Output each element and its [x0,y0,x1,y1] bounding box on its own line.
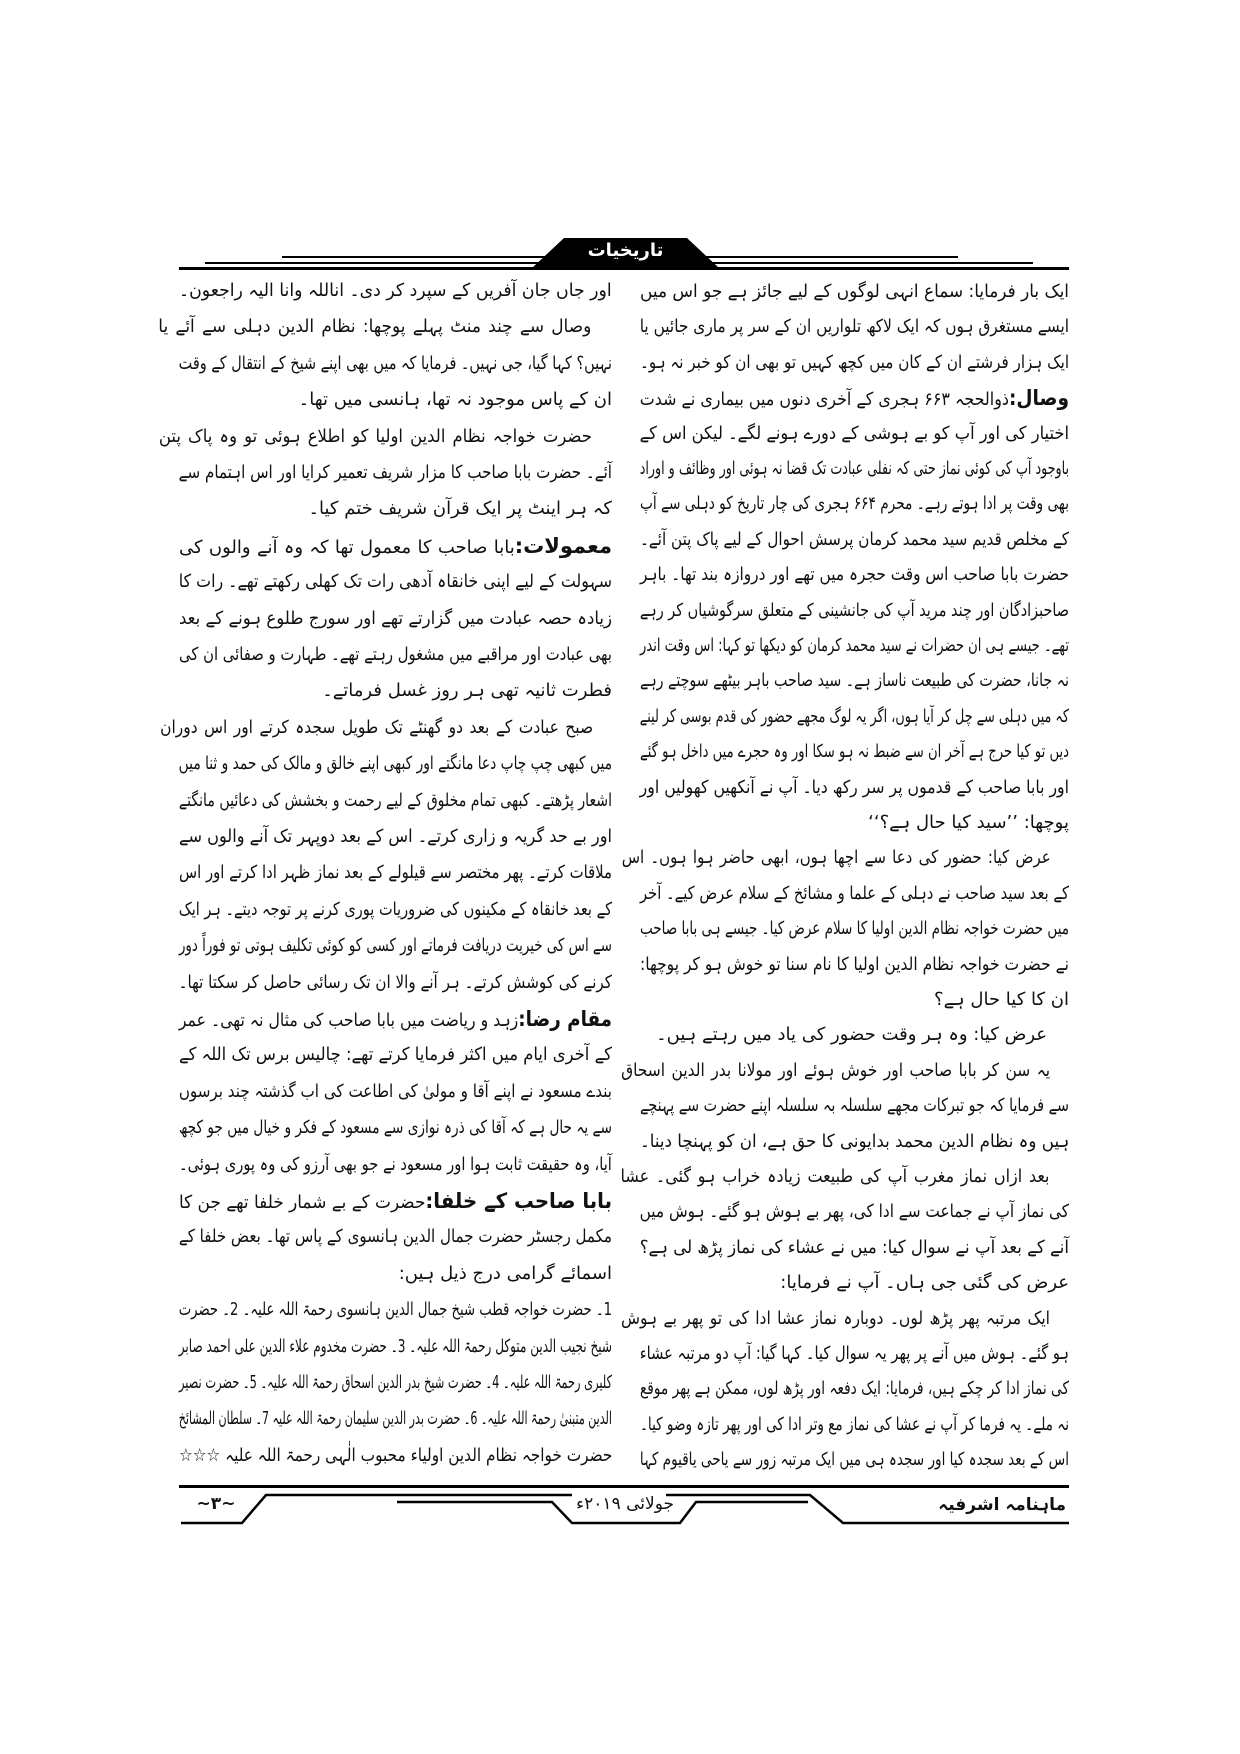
text-line-content [640,381,1069,417]
line-text: اور جاں جان آفریں کے سپرد کر دی۔ اناللہ وانا الیہ راجعون۔ [179,280,612,301]
text-line [640,700,1069,734]
line-text: اور بابا صاحب کے قدموں پر سر رکھ دیا۔ آپ نے آنکھیں کھولیں اور [639,776,1069,798]
text-line [640,594,1069,628]
line-text: صبح عبادت کے بعد دو گھنٹے تک طویل سجدہ کرتے اور اس دوران [160,716,594,738]
text-line [640,275,1069,309]
line-text: صاحبزادگان اور چند مرید آپ کی جانشینی کے متعلق سرگوشیاں کر رہے [639,599,1069,621]
text-line [640,948,1069,982]
line-text: سہولت کے لیے اپنی خانقاہ آدھی رات تک کھلی رکھتے تھے۔ رات کا [178,571,612,593]
text-line [640,877,1069,911]
text-line [179,1366,612,1400]
text-line [640,1443,1069,1477]
line-text: عرض کی گئی جی ہاں۔ آپ نے فرمایا: [780,1272,1069,1294]
text-line-content [179,747,612,781]
text-line-content [179,347,612,381]
text-line [640,771,1069,805]
magazine-name: ماہنامہ اشرفیہ [938,1495,1066,1515]
text-line-content [160,711,612,745]
text-line [621,1302,1069,1336]
text-line-content [640,1089,1069,1123]
text-line [640,1372,1069,1406]
line-text: ذوالحجہ ۶۶۳ ہجری کے آخری دنوں میں بیماری نے شدت [639,389,1009,411]
line-text: 1۔ حضرت خواجہ قطب شیخ جمال الدین ہانسوی رحمۃ اللہ علیہ۔ 2۔ حضرت [178,1299,612,1321]
text-line [179,347,612,381]
text-line-content [640,912,1069,946]
line-text: حضرت بابا صاحب اس وقت حجرہ میں تھے اور دروازہ بند تھا۔ باہر [640,564,1069,586]
text-line-content [179,856,612,890]
text-line-content [158,310,612,344]
line-text: اور بے حد گریہ و زاری کرتے۔ اس کے بعد دوپہر تک آنے والوں سے [179,826,612,847]
text-line [160,711,612,745]
text-line-content [179,1184,612,1220]
section-heading: وصال: [1008,386,1069,411]
line-text: سے فرمایا کہ جو تبرکات مجھے سلسلہ بہ سلسلہ اپنے حضرت سے پہنچے [640,1095,1069,1117]
section-heading: مقام رضا: [518,1007,612,1031]
text-line [620,1160,1069,1194]
text-line [640,417,1069,451]
line-text: کی نماز ادا کر چکے ہیں، فرمایا: ایک دفعہ اور پڑھ لوں، ممکن ہے پھر موقع [640,1378,1069,1400]
line-text: زہد و ریاضت میں بابا صاحب کی مثال نہ تھی۔ عمر [178,1010,519,1031]
text-line-content [322,674,612,708]
text-line [179,1402,612,1436]
text-line-content [179,820,612,854]
text-line [640,629,1069,663]
text-line [179,1075,612,1109]
text-line [179,602,612,636]
text-line-content [622,841,1069,875]
text-line-content [299,383,612,417]
text-line [158,420,612,454]
text-line-content [934,983,1069,1017]
text-line-content [868,806,1069,840]
text-line [179,1220,612,1254]
line-text: ایک ہزار فرشتے ان کے کان میں کچھ کہیں تو بھی ان کو خبر نہ ہو۔ [639,351,1069,373]
page-number: ~۳~ [196,1494,236,1514]
line-text: کلیری رحمۃ اللہ علیہ۔ 4۔ حضرت شیخ بدر الدین اسحاق رحمۃ اللہ علیہ۔ 5۔ حضرت نصیر [178,1372,612,1393]
text-line-content [640,948,1069,982]
text-line-content [640,452,1069,486]
line-text: وصال سے چند منٹ پہلے پوچھا: نظام الدین دہلی سے آئے یا [158,316,592,338]
text-line [179,1111,612,1145]
text-line [640,310,1069,344]
line-text: ایک بار فرمایا: سماع انہی لوگوں کے لیے جائز ہے جو اس میں [640,281,1069,302]
text-line [179,383,612,417]
text-line [640,346,1069,380]
text-line-content [179,1366,612,1400]
line-text: ایسے مستغرق ہوں کہ ایک لاکھ تلواریں ان کے سر پر ماری جائیں یا [639,316,1069,338]
line-text: کہ میں دہلی سے چل کر آیا ہوں، اگر یہ لوگ مجھے حضور کی قدم بوسی کر لینے [639,705,1069,727]
issue-date: جولائی ۲۰۱۹ء [576,1494,674,1514]
text-line [179,820,612,854]
line-text: عرض کیا: وہ ہر وقت حضور کی یاد میں رہتے ہیں۔ [656,1024,1047,1046]
text-line [640,912,1069,946]
text-line-content [780,1266,1069,1300]
text-line [640,1089,1069,1123]
text-line-content [179,1038,612,1072]
text-line-content [179,1075,612,1109]
line-text: اختیار کی اور آپ کو بے ہوشی کے دورے ہونے لگے۔ لیکن اس کے [639,422,1069,444]
line-text: ان کا کیا حال ہے؟ [934,989,1069,1010]
line-text: میں کبھی چپ چاپ دعا مانگتے اور کبھی اپنے خالق و مالک کی حمد و ثنا میں [178,753,613,775]
line-text: نہ جانا، حضرت کی طبیعت ناساز ہے۔ سید صاحب باہر بیٹھے سوچتے رہے [640,670,1069,692]
line-text: آنے کے بعد آپ نے سوال کیا: میں نے عشاء کی نماز پڑھ لی ہے؟ [639,1236,1069,1258]
text-line-content [621,1054,1069,1088]
text-line [179,492,612,526]
line-text: پوچھا: ’’سید کیا حال ہے؟‘‘ [868,812,1069,833]
text-line [640,983,1069,1017]
line-text: کے بعد خانقاہ کے مکینوں کی ضروریات پوری کرنے پر توجہ دیتے۔ ہر ایک [178,898,612,920]
text-line-content [640,771,1069,805]
text-line-content [640,417,1069,451]
text-line-content [179,1111,612,1145]
section-title: تاریخیات [587,240,664,261]
text-line-content [179,456,612,490]
line-text: سے اس کی خیریت دریافت فرماتے اور کسی کو کوئی تکلیف ہوتی تو فوراً دور [178,935,613,957]
text-line-content [179,966,612,1000]
line-text: نے حضرت خواجہ نظام الدین اولیا کا نام سنا تو خوش ہو کر پوچھا: [640,953,1069,975]
line-text: ایک مرتبہ پھر پڑھ لوں۔ دوبارہ نماز عشا ادا کی تو پھر بے ہوش [621,1307,1051,1329]
text-line [640,381,1069,415]
text-line [179,1439,612,1473]
line-text: یہ سن کر بابا صاحب اور خوش ہوئے اور مولانا بدر الدین اسحاق [621,1059,1051,1081]
text-line-content [179,784,612,818]
line-text: بھی عبادت اور مراقبے میں مشغول رہتے تھے۔ طہارت و صفائی ان کی [179,644,612,665]
line-text: آئے۔ حضرت بابا صاحب کا مزار شریف تعمیر کرایا اور اس اہتمام سے [178,462,613,483]
text-line [640,1195,1069,1229]
text-line [179,638,612,672]
line-text: بعد ازاں نماز مغرب آپ کی طبیعت زیادہ خراب ہو گئی۔ عشا [620,1166,1050,1187]
text-line-content [656,1018,1069,1052]
text-line [640,487,1069,521]
text-line [179,274,612,308]
text-line [179,529,612,563]
text-line [640,558,1069,592]
text-line-content [399,1257,612,1291]
text-line-content [640,735,1069,769]
text-line [179,1330,612,1364]
text-line-content [640,1337,1069,1371]
text-line [179,456,612,490]
line-text: دیں تو کیا حرج ہے آخر ان سے ضبط نہ ہو سکا اور وہ حجرے میں داخل ہو گئے [640,741,1069,763]
text-line [179,1002,612,1036]
text-line-content [640,310,1069,344]
line-text: عرض کیا: حضور کی دعا سے اچھا ہوں، ابھی حاضر ہوا ہوں۔ اس [621,847,1051,869]
line-text: ملاقات کرتے۔ پھر مختصر سے قیلولے کے بعد نماز ظہر ادا کرتے اور اس [179,862,612,884]
line-text: فطرت ثانیہ تھی ہر روز غسل فرماتے۔ [322,680,612,702]
text-line-content [179,274,612,308]
line-text: ہو گئے۔ ہوش میں آنے پر پھر یہ سوال کیا۔ کہا گیا: آپ دو مرتبہ عشاء [639,1343,1069,1364]
text-line [640,452,1069,486]
text-line-content [640,487,1069,521]
text-line-content [179,638,612,672]
line-text: اس کے بعد سجدہ کیا اور سجدہ ہی میں ایک مرتبہ زور سے یاحی یاقیوم کہا [639,1449,1069,1471]
line-text: کی نماز آپ نے جماعت سے ادا کی، پھر بے ہوش ہو گئے۔ ہوش میں [639,1201,1069,1223]
text-line [179,747,612,781]
line-text: حضرت خواجہ نظام الدین اولیا کو اطلاع ہوئی تو وہ پاک پتن [158,425,592,447]
text-line-content [179,929,612,963]
text-line-content [640,629,1069,663]
text-line [640,1125,1069,1159]
text-line [179,784,612,818]
line-text: کے آخری ایام میں اکثر فرمایا کرتے تھے: چالیس برس تک اللہ کے [178,1044,613,1066]
text-line-content [179,1220,612,1254]
line-text: کے بعد سید صاحب نے دہلی کے علما و مشائخ کے سلام عرض کیے۔ آخر [640,882,1069,904]
text-line-content [179,1002,612,1038]
line-text: بندے مسعود نے اپنے آقا و مولیٰ کی اطاعت کی اب گذشتہ چند برسوں [178,1080,612,1102]
text-line-content [179,1439,612,1473]
text-line [179,856,612,890]
line-text: بھی وقت پر ادا ہوتے رہے۔ محرم ۶۶۴ ہجری کی چار تاریخ کو دہلی سے آپ [639,493,1069,515]
line-text: بابا صاحب کا معمول تھا کہ وہ آنے والوں کی [179,536,515,558]
text-line-content [621,1160,1070,1194]
line-text: نہیں؟ کہا گیا، جی نہیں۔ فرمایا کہ میں بھی اپنے شیخ کے انتقال کے وقت [178,352,612,374]
text-line-content [640,664,1069,698]
line-text: الدین متبنیٰ رحمۃ اللہ علیہ۔ 6۔ حضرت بدر الدین سلیمان رحمۃ اللہ علیہ 7۔ سلطان المشائخ [178,1408,612,1430]
text-line-content [640,558,1069,592]
text-line-content [640,1125,1069,1159]
text-line [179,966,612,1000]
text-line [179,1184,612,1218]
text-line [179,565,612,599]
line-text: حضرت کے بے شمار خلفا تھے جن کا [178,1192,426,1213]
text-line-content [640,523,1069,557]
line-text: حضرت خواجہ نظام الدین اولیاء محبوب الٰہی رحمۃ اللہ علیہ ☆☆☆ [178,1444,612,1466]
text-line-content [179,602,612,636]
text-line [640,806,1069,840]
text-line [640,664,1069,698]
text-line-content [159,420,612,454]
text-line-content [640,594,1069,628]
section-heading: بابا صاحب کے خلفا: [425,1189,612,1213]
line-text: باوجود آپ کی کوئی نماز حتی کہ نفلی عبادت تک قضا نہ ہوئی اور وظائف و اوراد [639,458,1069,479]
section-heading: معمولات: [514,533,612,558]
text-line-content [640,877,1069,911]
text-line-content [179,529,612,565]
text-line-content [179,1330,612,1364]
text-line [640,735,1069,769]
text-line-content [640,1372,1069,1406]
text-line [640,1231,1069,1265]
text-line-content [640,1231,1069,1265]
line-text: سے یہ حال ہے کہ آقا کی ذرہ نوازی سے مسعود کے فکر و خیال میں جو کچھ [179,1117,612,1139]
text-line [158,310,612,344]
text-line [640,1408,1069,1442]
line-text: ہیں وہ نظام الدین محمد بدایونی کا حق ہے، ان کو پہنچا دینا۔ [639,1130,1069,1152]
text-line [640,523,1069,557]
line-text: میں حضرت خواجہ نظام الدین اولیا کا سلام عرض کیا۔ جیسے ہی بابا صاحب [640,918,1069,940]
line-text: کرنے کی کوشش کرتے۔ ہر آنے والا ان تک رسائی حاصل کر سکتا تھا۔ [178,971,613,993]
text-line [621,1054,1069,1088]
line-text: کے مخلص قدیم سید محمد کرمان پرسش احوال کے لیے پاک پتن آئے۔ [640,528,1069,550]
text-line-content [179,1148,612,1182]
text-line-content [640,275,1069,309]
text-line [640,1018,1069,1052]
line-text: شیخ نجیب الدین متوکل رحمۃ اللہ علیہ۔ 3۔ حضرت مخدوم علاء الدین علی احمد صابر [178,1335,612,1357]
text-line-content [640,700,1069,734]
line-text: زیادہ حصہ عبادت میں گزارتے تھے اور سورج طلوع ہونے کے بعد [178,607,613,629]
text-line-content [308,492,612,526]
text-line [640,1266,1069,1300]
text-line [640,1337,1069,1371]
text-line [179,1257,612,1291]
text-line-content [640,1443,1069,1477]
text-line-content [640,1408,1069,1442]
text-line [621,841,1069,875]
text-line [179,929,612,963]
text-line-content [179,893,612,927]
line-text: آیا، وہ حقیقت ثابت ہوا اور مسعود نے جو بھی آرزو کی وہ پوری ہوئی۔ [179,1153,612,1175]
line-text: کہ ہر اینٹ پر ایک قرآن شریف ختم کیا۔ [308,498,612,520]
text-line [179,1293,612,1327]
text-line [179,1148,612,1182]
line-text: ان کے پاس موجود نہ تھا، ہانسی میں تھا۔ [298,389,612,411]
text-line [179,674,612,708]
text-line-content [640,1195,1069,1229]
line-text: اشعار پڑھتے۔ کبھی تمام مخلوق کے لیے رحمت و بخشش کی دعائیں مانگتے [178,789,613,811]
text-line-content [179,565,612,599]
left-column [158,0,613,1480]
text-line [179,1038,612,1072]
text-line-content [179,1402,612,1436]
text-line-content [640,346,1069,380]
line-text: تھے۔ جیسے ہی ان حضرات نے سید محمد کرمان کو دیکھا تو کہا: اس وقت اندر [640,635,1069,656]
text-line-content [621,1302,1069,1336]
line-text: مکمل رجسٹر حضرت جمال الدین ہانسوی کے پاس تھا۔ بعض خلفا کے [178,1226,612,1248]
line-text: نہ ملے۔ یہ فرما کر آپ نے عشا کی نماز مع وتر ادا کی اور پھر تازہ وضو کیا۔ [639,1413,1069,1435]
text-line-content [179,1293,612,1327]
line-text: اسمائے گرامی درج ذیل ہیں: [398,1262,612,1284]
text-line [179,893,612,927]
